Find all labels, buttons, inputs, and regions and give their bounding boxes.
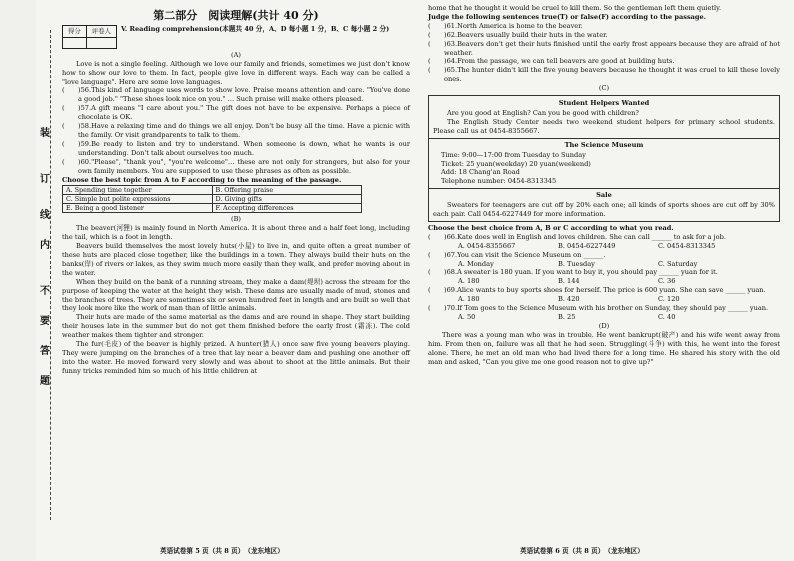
choice-option: B. Tuesday xyxy=(558,259,595,268)
museum-phone: Telephone number: 0454-8313345 xyxy=(441,177,557,186)
question-item xyxy=(428,57,780,66)
answer-bracket[interactable]: ( xyxy=(428,30,431,39)
question-body: The hunter didn't kill the five young beavers because he thought it was cruel to kill these lovely ones. xyxy=(444,66,780,84)
grader-cell[interactable] xyxy=(86,37,116,48)
left-margin-strip xyxy=(0,0,36,561)
question-body: Beavers usually build their huts in the water. xyxy=(457,30,608,39)
ad-helpers-line: The English Study Center needs two weekend student helpers for primary school students. Please call us at 0454-8355667. xyxy=(433,117,775,135)
question-item xyxy=(428,40,780,58)
notice-box xyxy=(428,95,780,222)
answer-bracket[interactable]: ( xyxy=(62,104,65,113)
choice-options xyxy=(428,313,780,322)
grader-label: 评卷人 xyxy=(86,25,116,37)
question-number: )64. xyxy=(444,57,458,66)
question-text xyxy=(444,304,780,313)
question-text xyxy=(78,140,410,158)
answer-bracket[interactable]: ( xyxy=(428,39,431,48)
passage-a-instruction: Choose the best topic from A to F according to the meaning of the passage. xyxy=(62,175,342,184)
question-number: )58. xyxy=(78,122,92,131)
question-body: From the passage, we can tell beavers are good at building huts. xyxy=(457,57,675,66)
choice-option: B. 420 xyxy=(558,295,580,304)
question-number: )65. xyxy=(444,66,458,75)
question-body: Have a relaxing time and do things we all enjoy. Don't be busy all the time. Have a picnic with the family. Or visit grandparents to talk to them. xyxy=(78,122,410,139)
question-text xyxy=(444,40,780,58)
question-item xyxy=(428,268,780,277)
choice-option: C. 36 xyxy=(658,277,676,286)
choice-option: A. 50 xyxy=(458,313,476,321)
score-label: 得分 xyxy=(63,25,87,37)
passage-a-label: (A) xyxy=(231,50,241,59)
question-item xyxy=(62,158,410,176)
answer-bracket[interactable]: ( xyxy=(428,268,431,277)
question-item xyxy=(62,140,410,158)
question-number: )70. xyxy=(444,304,458,313)
choice-option: A. 180 xyxy=(458,277,480,286)
choice-options xyxy=(428,295,780,304)
question-body: North America is home to the beaver. xyxy=(457,21,583,30)
answer-bracket[interactable]: ( xyxy=(62,122,65,131)
passage-b-para: The beaver(河狸) is mainly found in North America. It is about three and a half feet long, including the tail, which is a foot in length. xyxy=(62,224,410,242)
question-text xyxy=(444,57,780,66)
answer-bracket[interactable]: ( xyxy=(62,157,65,166)
passage-b-para: Their huts are made of the same material as the dams and are round in shape. They start building their houses late in the summer but do not get them finished before the early frost (霜冻). The cold weather makes them tighter and stronger. xyxy=(62,313,410,340)
ad-helpers-title: Student Helpers Wanted xyxy=(558,99,650,108)
question-number: )68. xyxy=(444,268,458,277)
choice-option: A. Monday xyxy=(458,259,494,268)
passage-d-text: There was a young man who was in trouble. He went bankrupt(破产) and his wife went away from him. From then on, failure was all that he had seen. Struggling(斗争) with this, he went into the forest alone. There, he met an old man who had lived there for a long time. He shared his story with the old man and asked, "Can you give me one good reason not to give up?" xyxy=(428,330,780,366)
question-text xyxy=(444,268,780,277)
ad-sale-title: Sale xyxy=(596,191,612,200)
answer-bracket[interactable]: ( xyxy=(428,21,431,30)
answer-bracket[interactable]: ( xyxy=(428,66,431,75)
passage-b-instruction: Judge the following sentences true(T) or false(F) according to the passage. xyxy=(428,12,707,21)
answer-bracket[interactable]: ( xyxy=(428,286,431,295)
binding-char: 不 xyxy=(40,286,50,297)
ad-sale-text: Sweaters for teenagers are cut off by 20% each one; all kinds of sports shoes are cut off by 30% each pair. Call 0454-6227449 for more information. xyxy=(433,201,775,219)
box-divider xyxy=(429,188,779,189)
choice-option: B. 144 xyxy=(558,277,580,286)
option-e: E. Being a good listener xyxy=(63,204,213,213)
passage-c-label: (C) xyxy=(598,84,610,93)
binding-dashed-line xyxy=(50,30,51,520)
binding-char: 题 xyxy=(40,376,50,387)
passage-b-continuation: home that he thought it would be cruel to kill them. So the gentleman left them quietly. xyxy=(428,4,722,12)
ad-museum-info xyxy=(433,151,775,187)
question-item xyxy=(428,251,780,260)
answer-bracket[interactable]: ( xyxy=(62,139,65,148)
ad-museum-title: The Science Museum xyxy=(564,140,644,149)
choice-options xyxy=(428,260,780,269)
question-item xyxy=(428,304,780,313)
question-number: )63. xyxy=(444,39,458,48)
passage-c-instruction: Choose the best choice from A, B or C according to what you read. xyxy=(428,223,674,232)
museum-address: Add: 18 Chang'an Road xyxy=(441,168,520,177)
question-number: )66. xyxy=(444,232,458,241)
passage-d-label: (D) xyxy=(598,321,610,330)
answer-bracket[interactable]: ( xyxy=(428,232,431,241)
question-body: If Tom goes to the Science Museum with his brother on Sunday, they should pay ______ yuan. xyxy=(457,304,769,313)
question-number: )61. xyxy=(444,21,458,30)
choice-option: C. 120 xyxy=(658,295,680,304)
left-page xyxy=(62,4,410,376)
question-number: )60. xyxy=(78,157,92,166)
option-a: A. Spending time together xyxy=(63,186,213,195)
question-text xyxy=(444,286,780,295)
passage-b-label: (B) xyxy=(231,215,241,224)
binding-line xyxy=(38,0,60,561)
answer-bracket[interactable]: ( xyxy=(62,86,65,95)
part-title: 第二部分 阅读理解(共计 40 分) xyxy=(153,9,319,22)
choice-option: B. 25 xyxy=(558,313,576,321)
question-text xyxy=(444,22,780,31)
page-footer-left: 英语试卷第 5 页（共 8 页） （龙东地区） xyxy=(160,547,284,555)
question-text xyxy=(444,31,780,40)
choice-option: C. 40 xyxy=(658,313,676,321)
choice-option: B. 0454-6227449 xyxy=(558,241,616,250)
right-page xyxy=(428,4,780,366)
topic-options-table xyxy=(62,185,362,213)
question-text xyxy=(78,158,410,176)
choice-option: C. 0454-8313345 xyxy=(658,241,716,250)
question-body: Beavers don't get their huts finished until the early frost appears because they are afraid of hot weather. xyxy=(444,39,780,57)
question-text xyxy=(78,104,410,122)
binding-char: 要 xyxy=(40,316,50,327)
passage-b-para: Beavers build themselves the most lovely huts(小屋) to live in, and quite often a great number of these huts are placed close together, like the buildings in a town. They always build their huts on the banks(岸) of rivers or lakes, as they swim much more easily than they walk, and prefer moving about in the water. xyxy=(62,242,410,277)
answer-bracket[interactable]: ( xyxy=(428,250,431,259)
question-body: This kind of language uses words to show love. Praise means attention and care. "You've done a good job." "These shoes look nice on you." … Such praise will make others pleased. xyxy=(78,86,410,104)
question-item xyxy=(428,31,780,40)
question-number: )56. xyxy=(78,86,92,95)
question-body: A gift means "I care about you." The gift does not have to be expensive. Perhaps a piece of chocolate is OK. xyxy=(78,104,410,122)
ad-helpers-line: Are you good at English? Can you be good with children? xyxy=(447,108,639,117)
passage-a-intro: Love is not a single feeling. Although we love our family and friends, sometimes we just don't know how to show our love to them. In fact, people give love in different ways. Each way can be called a "love language". Here are some love languages. xyxy=(62,59,410,86)
answer-bracket[interactable]: ( xyxy=(428,304,431,313)
question-text xyxy=(444,66,780,84)
section-instruction: V. Reading comprehension(本题共 40 分，A、D 每小题 1 分，B、C 每小题 2 分) xyxy=(120,24,390,33)
question-body: Be ready to listen and try to understand. When someone is down, what he wants is our understanding. Don't talk about ourselves too much. xyxy=(78,139,410,157)
question-body: Alice wants to buy sports shoes for herself. The price is 600 yuan. She can save ______ yuan. xyxy=(457,286,766,295)
question-item xyxy=(62,104,410,122)
score-box xyxy=(62,25,117,49)
section-header xyxy=(62,25,410,49)
question-item xyxy=(428,66,780,84)
choice-options xyxy=(428,242,780,251)
question-item xyxy=(428,233,780,242)
page-footer-right: 英语试卷第 6 页（共 8 页） （龙东地区） xyxy=(520,547,644,555)
choice-option: A. 0454-8355667 xyxy=(458,241,516,250)
passage-b-para: When they build on the bank of a running stream, they make a dam(堤坝) across the stream for the purpose of keeping the water at the height they wish. These dams are usually made of mud, stones and the branches of trees. They are sometimes six or seven hundred feet in length and are built so well that they look more like the work of man than of little animals. xyxy=(62,277,410,313)
question-item xyxy=(62,122,410,140)
binding-char: 订 xyxy=(40,174,50,185)
question-text xyxy=(78,86,410,104)
question-number: )67. xyxy=(444,250,458,259)
question-body: Kate does well in English and loves children. She can call ______ to ask for a job. xyxy=(457,232,726,241)
question-number: )69. xyxy=(444,286,458,295)
score-cell[interactable] xyxy=(63,37,87,48)
question-text xyxy=(78,122,410,140)
question-number: )62. xyxy=(444,30,458,39)
question-body: A sweater is 180 yuan. If you want to buy it, you should pay ______ yuan for it. xyxy=(457,268,718,277)
option-f: F. Accepting differences xyxy=(212,204,362,213)
question-text xyxy=(444,251,780,260)
museum-ticket: Ticket: 25 yuan(weekday) 20 yuan(weekend) xyxy=(441,159,591,168)
option-c: C. Simple but polite expressions xyxy=(63,195,213,204)
passage-b-para: The fur(毛皮) of the beaver is highly prized. A hunter(猎人) once saw five young beavers playing. They were jumping on the branches of a tree that lay near a beaver dam and pushing one another off into the water. He moved forward very slowly and was about to shoot at the little animals. But their funny tricks reminded him so much of his little children at xyxy=(62,340,410,375)
museum-time: Time: 9:00—17:00 from Tuesday to Sunday xyxy=(441,150,586,159)
option-d: D. Giving gifts xyxy=(212,195,362,204)
box-divider xyxy=(429,138,779,139)
binding-char: 内 xyxy=(40,240,50,251)
question-text xyxy=(444,233,780,242)
choice-options xyxy=(428,277,780,286)
binding-char: 线 xyxy=(40,210,50,221)
question-item xyxy=(428,286,780,295)
answer-bracket[interactable]: ( xyxy=(428,57,431,66)
question-item xyxy=(62,86,410,104)
choice-option: A. 180 xyxy=(458,295,480,304)
choice-option: C. Saturday xyxy=(658,259,698,268)
question-number: )59. xyxy=(78,139,92,148)
binding-char: 答 xyxy=(40,346,50,357)
binding-char: 装 xyxy=(40,128,50,139)
option-b: B. Offering praise xyxy=(212,186,362,195)
question-body: You can visit the Science Museum on ______. xyxy=(457,250,606,259)
question-item xyxy=(428,22,780,31)
question-number: )57. xyxy=(78,104,92,113)
question-body: "Please", "thank you", "you're welcome"… these are not only for strangers, but also for your own family members. You are supposed to use these phrases as often as possible. xyxy=(78,157,410,175)
